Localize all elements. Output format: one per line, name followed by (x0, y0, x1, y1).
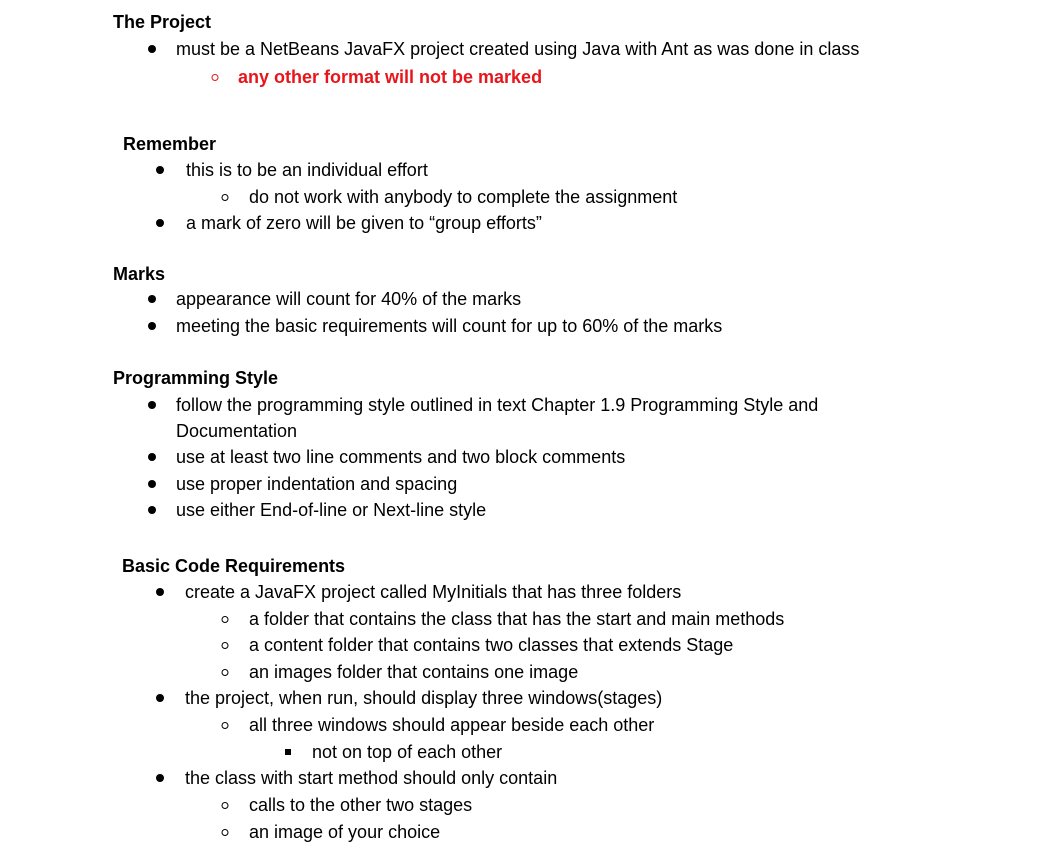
sub-bullet-icon (212, 74, 219, 81)
section-heading-marks: Marks (113, 264, 166, 284)
sub-bullet-icon (222, 669, 229, 676)
list-item: a mark of zero will be given to “group efforts” (186, 213, 542, 233)
list-item: not on top of each other (312, 742, 503, 762)
list-item: must be a NetBeans JavaFX project created using Java with Ant as was done in class (176, 39, 860, 59)
list-item: a folder that contains the class that has the start and main methods (249, 609, 785, 629)
list-item: an image of your choice (249, 822, 441, 842)
sub-bullet-icon (222, 722, 229, 729)
bullet-icon (148, 45, 156, 53)
section-heading-basic-code-requirements: Basic Code Requirements (122, 556, 346, 576)
bullet-icon (156, 588, 164, 596)
list-item: follow the programming style outlined in text Chapter 1.9 Programming Style and (176, 395, 819, 415)
bullet-icon (148, 480, 156, 488)
list-item-continuation: Documentation (176, 421, 298, 441)
bullet-icon (148, 401, 156, 409)
list-item: the class with start method should only contain (185, 768, 558, 788)
section-heading-programming-style: Programming Style (113, 368, 279, 388)
bullet-icon (156, 774, 164, 782)
list-item: a content folder that contains two classes that extends Stage (249, 635, 734, 655)
list-item: appearance will count for 40% of the marks (176, 289, 522, 309)
section-heading-remember: Remember (123, 134, 217, 154)
list-item: all three windows should appear beside each other (249, 715, 655, 735)
sub-bullet-icon (222, 642, 229, 649)
list-item: use either End-of-line or Next-line style (176, 500, 487, 520)
bullet-icon (156, 219, 164, 227)
bullet-icon (156, 694, 164, 702)
list-item: an images folder that contains one image (249, 662, 579, 682)
sub-bullet-icon (222, 829, 229, 836)
list-item: use at least two line comments and two block comments (176, 447, 626, 467)
bullet-icon (156, 166, 164, 174)
list-item: this is to be an individual effort (186, 160, 428, 180)
list-item-warning: any other format will not be marked (238, 67, 543, 87)
sub-bullet-icon (222, 194, 229, 201)
square-bullet-icon (285, 749, 291, 755)
bullet-icon (148, 506, 156, 514)
bullet-icon (148, 322, 156, 330)
section-heading-the-project: The Project (113, 12, 212, 32)
sub-bullet-icon (222, 616, 229, 623)
bullet-icon (148, 453, 156, 461)
list-item: use proper indentation and spacing (176, 474, 458, 494)
list-item: meeting the basic requirements will count for up to 60% of the marks (176, 316, 723, 336)
bullet-icon (148, 295, 156, 303)
list-item: do not work with anybody to complete the assignment (249, 187, 678, 207)
sub-bullet-icon (222, 802, 229, 809)
list-item: the project, when run, should display three windows(stages) (185, 688, 663, 708)
list-item: calls to the other two stages (249, 795, 473, 815)
list-item: create a JavaFX project called MyInitials that has three folders (185, 582, 682, 602)
